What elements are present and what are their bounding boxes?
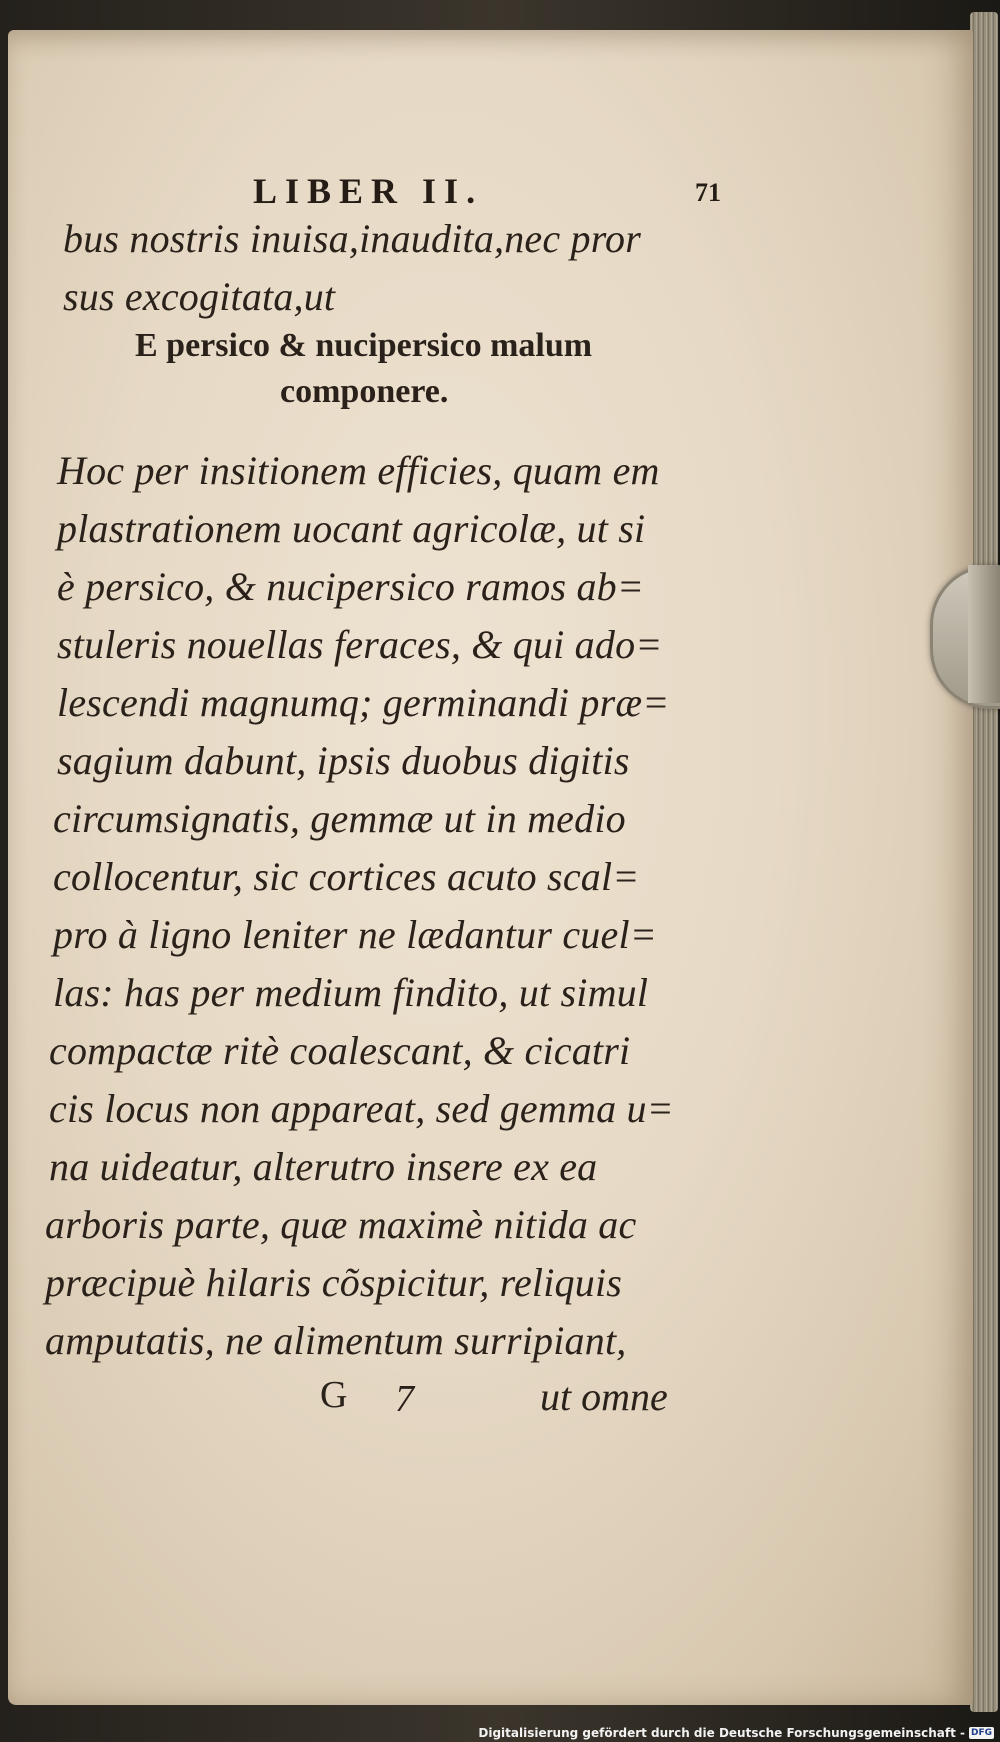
body-line: lescendi magnumq; germinandi præ= — [57, 680, 670, 725]
text-line: sus excogitata,ut — [63, 274, 336, 319]
running-head-title: LIBER II. — [253, 171, 484, 211]
body-line: cis locus non appareat, sed gemma u= — [49, 1086, 674, 1131]
body-line: præcipuè hilaris cõspicitur, reliquis — [45, 1260, 623, 1305]
body-line: plastrationem uocant agricolæ, ut si — [57, 506, 646, 551]
section-heading: componere. — [280, 373, 449, 410]
body-line: na uideatur, alterutro insere ex ea — [49, 1144, 598, 1189]
dfg-logo: DFG — [970, 1728, 992, 1738]
digitization-credit — [478, 1726, 994, 1740]
signature-mark: G — [320, 1374, 348, 1416]
section-heading: E persico & nucipersico malum — [135, 327, 593, 364]
body-line: compactæ ritè coalescant, & cicatri — [49, 1028, 631, 1073]
folio-number: 71 — [695, 178, 721, 207]
body-line: sagium dabunt, ipsis duobus digitis — [57, 738, 630, 783]
body-line: Hoc per insitionem efficies, quam em — [57, 448, 660, 493]
catchword: ut omne — [540, 1374, 668, 1419]
text-line: bus nostris inuisa,inaudita,nec pror — [63, 216, 641, 261]
body-line: pro à ligno leniter ne lædantur cuel= — [53, 912, 657, 957]
body-line: las: has per medium findito, ut simul — [53, 970, 649, 1015]
body-line: è persico, & nucipersico ramos ab= — [57, 564, 645, 609]
body-line: circumsignatis, gemmæ ut in medio — [53, 796, 626, 841]
bookmark-band — [968, 565, 1000, 703]
signature-number: 7 — [395, 1378, 414, 1420]
body-line: arboris parte, quæ maximè nitida ac — [45, 1202, 637, 1247]
body-line: amputatis, ne alimentum surripiant, — [45, 1318, 627, 1363]
page-edges — [970, 12, 998, 1712]
body-line: stuleris nouellas feraces, & qui ado= — [57, 622, 663, 667]
body-line: collocentur, sic cortices acuto scal= — [53, 854, 640, 899]
digitization-note: Digitalisierung gefördert durch die Deutsche Forschungsgemeinschaft - — [478, 1726, 965, 1740]
